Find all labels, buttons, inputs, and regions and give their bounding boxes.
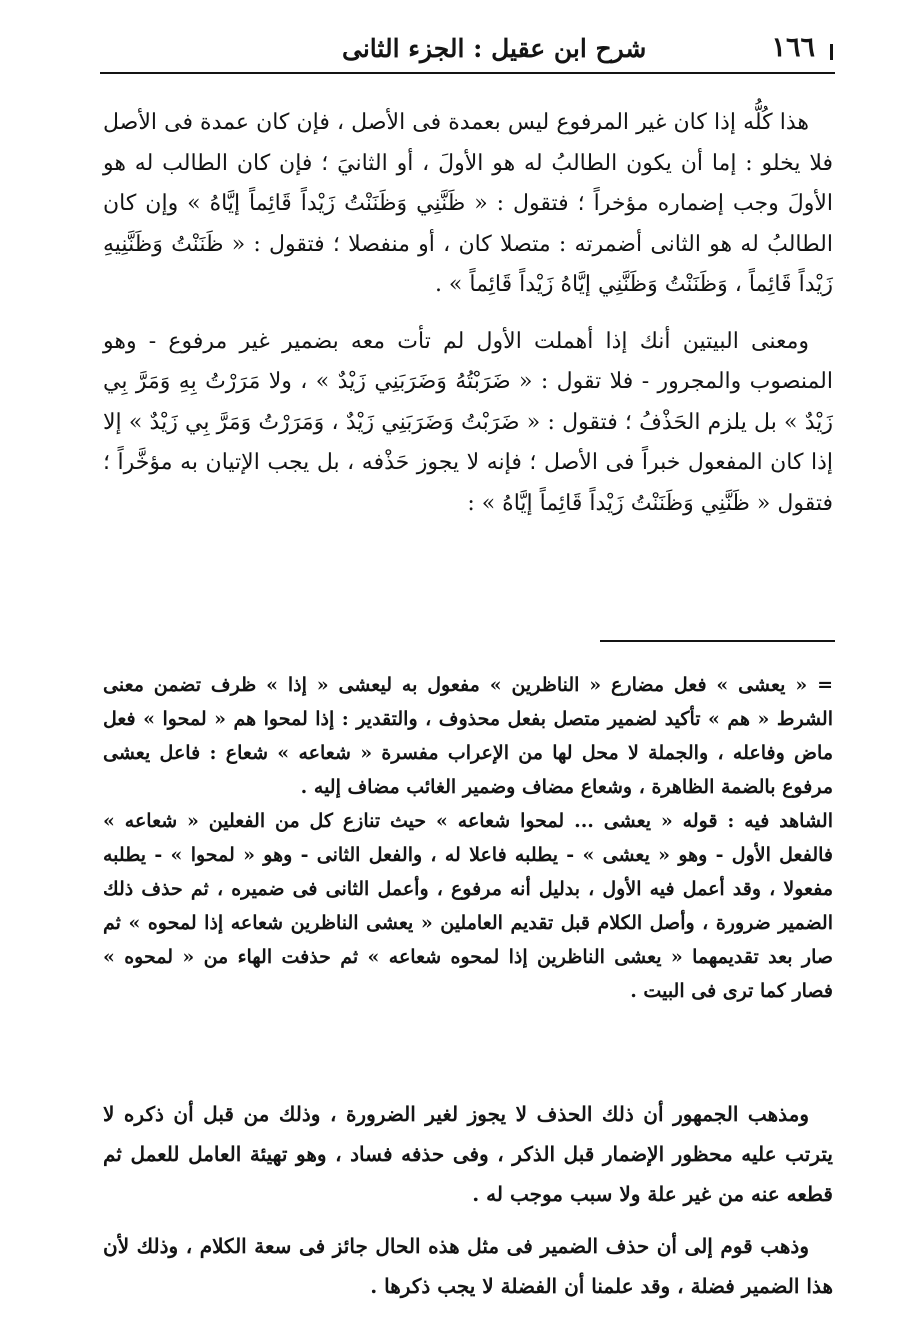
footnote-paragraph-1: = « يعشى » فعل مضارع « الناظرين » مفعول به ليعشى « إذا » ظرف تضمن معنى الشرط « هم » تأكيد لضمير متصل بفعل محذوف ، والتقدير : إذا لمحوا هم « لمحوا » فعل ماض وفاعله ، والجملة لا محل لها من الإعراب مفسرة « شعاعه » شعاع : فاعل يعشى مرفوع بالضمة الظاهرة ، وشعاع مضاف وضمير الغائب مضاف إليه .: [103, 674, 833, 798]
bottom-paragraph-1: ومذهب الجمهور أن ذلك الحذف لا يجوز لغير الضرورة ، وذلك من قبل أن ذكره لا يترتب عليه محظور الإضمار قبل الذكر ، وفى حذفه فساد ، وهو تهيئة العامل للعمل ثم قطعه عنه من غير علة ولا سبب موجب له .: [103, 1102, 833, 1206]
footnote-paragraph-2: الشاهد فيه : قوله « يعشى ... لمحوا شعاعه » حيث تنازع كل من الفعلين « شعاعه » فالفعل الأول - وهو « يعشى » - يطلبه فاعلا له ، والفعل الثانى - وهو « لمحوا » - يطلبه مفعولا ، وقد أعمل فيه الأول ، بدليل أنه مرفوع ، وأعمل الثانى فى ضميره ، ثم حذف ذلك الضمير ضرورة ، وأصل الكلام قبل تقديم العاملين « يعشى الناظرين شعاعه إذا لمحوه » ثم صار بعد تقديمهما « يعشى الناظرين إذا لمحوه شعاعه » ثم حذفت الهاء من « لمحوه » فصار كما ترى فى البيت .: [103, 810, 833, 1002]
header-rule: [100, 72, 835, 74]
bottom-paragraph-2: وذهب قوم إلى أن حذف الضمير فى مثل هذه الحال جائز فى سعة الكلام ، وذلك لأن هذا الضمير فضلة ، وقد علمنا أن الفضلة لا يجب ذكرها .: [103, 1234, 833, 1298]
page-header: [100, 22, 835, 72]
footnote-separator: [600, 640, 835, 642]
corner-mark: [830, 44, 833, 60]
main-text: [103, 103, 833, 524]
running-title: شرح ابن عقيل : الجزء الثانى: [342, 34, 647, 63]
main-paragraph-2: ومعنى البيتين أنك إذا أهملت الأول لم تأت معه بضمير غير مرفوع - وهو المنصوب والمجرور - فلا تقول : « ضَرَبْتُهُ وَضَرَبَنِي زَيْدٌ » ، ولا مَرَرْتُ بِهِ وَمَرَّ بِي زَيْدٌ » بل يلزم الحَذْفُ ؛ فتقول : « ضَرَبْتُ وَضَرَبَنِي زَيْدٌ ، وَمَرَرْتُ وَمَرَّ بِي زَيْدٌ » إلا إذا كان المفعول خبراً فى الأصل ؛ فإنه لا يجوز حَذْفه ، بل يجب الإتيان به مؤخَّراً ؛ فتقول « ظَنَّنِي وَظَنَنْتُ زَيْداً قَائِماً إيَّاهُ » :: [103, 328, 833, 516]
page-number: ١٦٦: [771, 32, 815, 63]
footnotes: [103, 668, 833, 1008]
bottom-text: [103, 1094, 833, 1306]
main-paragraph-1: هذا كُلُّه إذا كان غير المرفوع ليس بعمدة فى الأصل ، فإن كان عمدة فى الأصل فلا يخلو : إما أن يكون الطالبُ له هو الأولَ ، أو الثانيَ ؛ فإن كان الطالب له هو الأولَ وجب إضماره مؤخراً ؛ فتقول : « ظَنَّنِي وَظَنَنْتُ زَيْداً قَائِماً إيَّاهُ » وإن كان الطالبُ له هو الثانى أضمرته : متصلا كان ، أو منفصلا ؛ فتقول : « ظَنَنْتُ وَظَنَّنِيهِ زَيْداً قَائِماً ، وَظَنَنْتُ وَظَنَّنِي إيَّاهُ زَيْداً قَائِماً » .: [103, 110, 833, 297]
